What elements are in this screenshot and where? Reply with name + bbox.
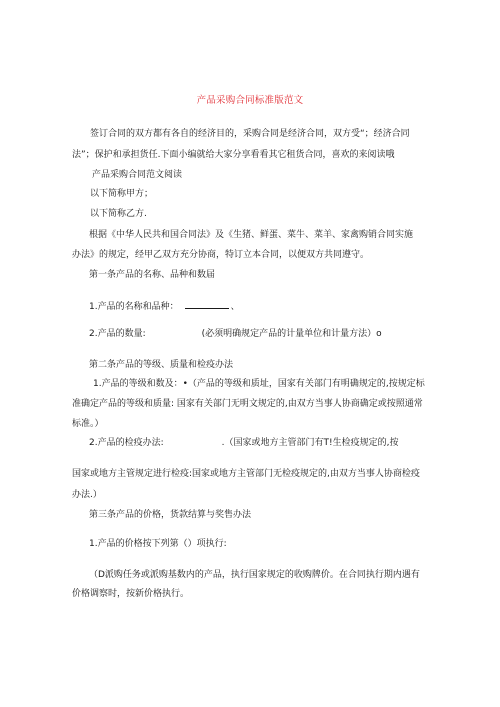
article-1-item-1-tail: 、 bbox=[230, 302, 240, 312]
article-1-item-2 bbox=[89, 328, 382, 340]
article-1-item-1 bbox=[89, 299, 240, 313]
party-a-line: 以下简称甲方； bbox=[90, 189, 154, 199]
blank-underline bbox=[185, 299, 229, 309]
article-1-item-1-label: 1.产品的名称和品种： bbox=[89, 302, 179, 312]
article-2-item-2-label: 2.产品的检疫办法: bbox=[89, 438, 164, 448]
document-title: 产品采购合同标准版范文 bbox=[196, 95, 304, 106]
intro-line-1: 签订合同的双方都有各自的经济目的，采购合同是经济合同，双方受“；经济合同 bbox=[90, 129, 410, 139]
article-3-item-1: 1.产品的价格按下列第（）项执行: bbox=[89, 539, 227, 549]
article-3-item-1-detail-1: （D派购任务或派购基数内的产品，执行国家规定的收购牌价。在合同执行期内遇有 bbox=[89, 570, 420, 580]
basis-line-1: 根据《中华人民共和国合同法》及《生猪、鲜蛋、菜牛、菜羊、家禽购销合同实施 bbox=[89, 230, 414, 240]
article-2-item-1-line-2: 准确定产品的等级和质量: 国家有关部门无明文规定的,由双方当事人协商确定或按照通常 bbox=[72, 399, 423, 409]
article-2-item-2-note: .（国家或地方主管部门有T!生检疫规定的,按 bbox=[221, 438, 399, 448]
intro-line-3: 产品采购合同范文阅读 bbox=[92, 170, 183, 180]
article-2-title: 第二条产品的等级、质量和检疫办法 bbox=[89, 360, 234, 370]
article-2-item-1-line-1: 1.产品的等级和数及：•（产品的等级和质址，国家有关部门有明确规定的,按规定标 bbox=[93, 379, 425, 389]
article-2-item-2 bbox=[89, 437, 398, 449]
article-1-title: 第一条产品的名称、品种和数届 bbox=[89, 270, 216, 280]
article-1-item-2-label: 2.产品的数量: bbox=[89, 329, 146, 339]
article-2-item-1-line-3: 标准。） bbox=[72, 419, 104, 429]
article-2-item-2-cont-2: 办法.） bbox=[72, 490, 102, 500]
article-3-title: 第三条产品的价格，货款结算与奖售办法 bbox=[89, 510, 252, 520]
basis-line-2: 办法》的规定，经甲乙双方充分协商，特订立本合同，以便双方共同遵守。 bbox=[72, 250, 370, 260]
party-b-line: 以下简称乙方. bbox=[90, 209, 147, 219]
article-2-item-2-cont-1: 国家或地方主管规定进行检疫:国家或地方主管部门无检疫规定的,由双方当事人协商检疫 bbox=[72, 469, 420, 479]
article-1-item-2-note: (必须明确规定产品的计量单位和计量方法）o bbox=[201, 329, 382, 339]
intro-line-2: 法”；保护和承担货任.下面小编就给大家分享看看其它租货合同，喜欢的来阅读哦 bbox=[72, 150, 395, 160]
article-3-item-1-detail-2: 价格调察时，按新价格执行。 bbox=[72, 589, 190, 599]
